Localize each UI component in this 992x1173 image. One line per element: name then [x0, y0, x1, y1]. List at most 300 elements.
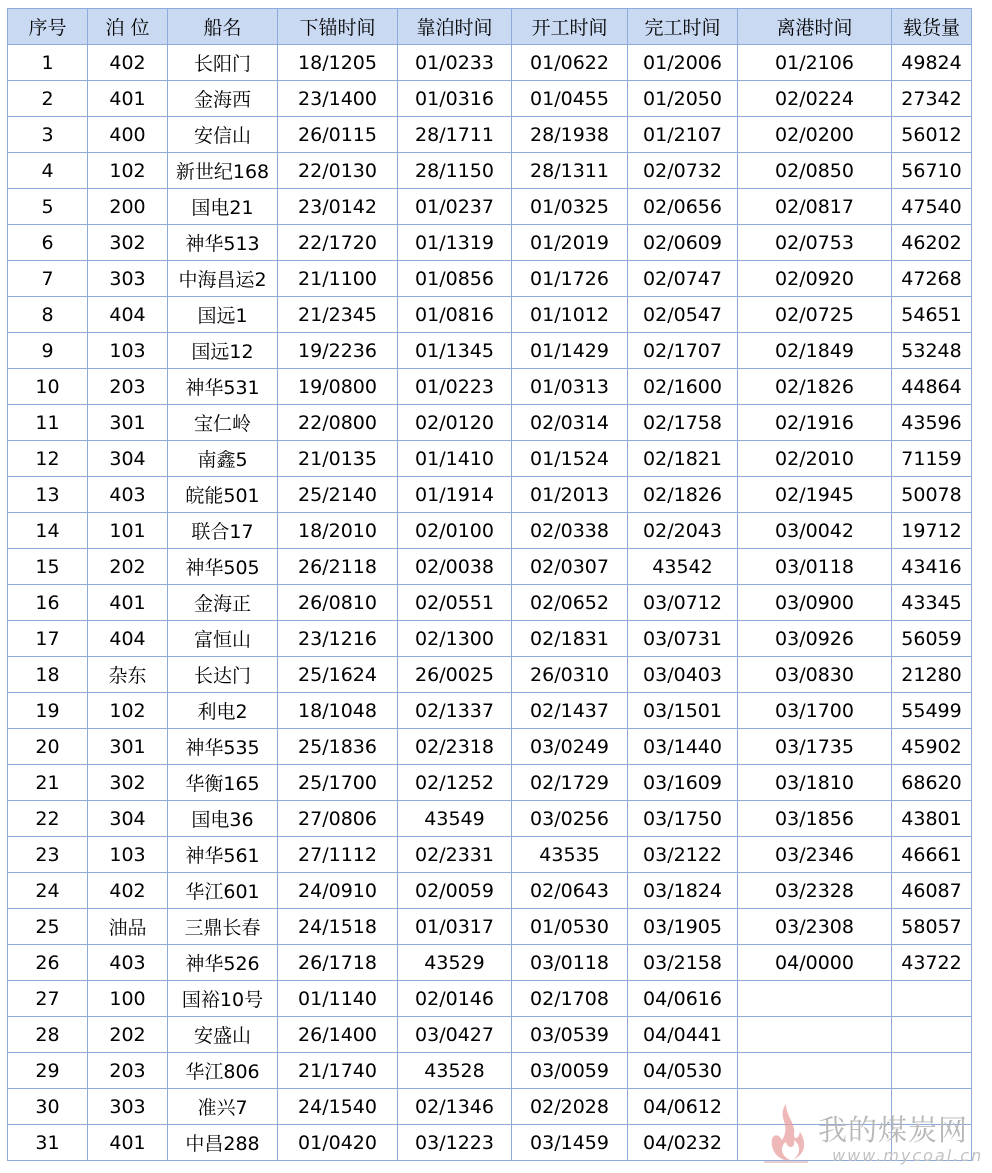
cell-berthing-time: 02/2331 — [398, 837, 512, 873]
cell-berth: 404 — [88, 297, 168, 333]
cell-start-time: 01/0622 — [512, 45, 628, 81]
header-finish-time: 完工时间 — [628, 9, 738, 45]
cell-ship-name: 安信山 — [168, 117, 278, 153]
cell-berth: 油品 — [88, 909, 168, 945]
cell-start-time: 01/0325 — [512, 189, 628, 225]
cell-berthing-time: 01/1410 — [398, 441, 512, 477]
header-anchor-time: 下锚时间 — [278, 9, 398, 45]
cell-ship-name: 准兴7 — [168, 1089, 278, 1125]
cell-finish-time: 04/0441 — [628, 1017, 738, 1053]
cell-seq: 29 — [8, 1053, 88, 1089]
cell-finish-time: 02/2043 — [628, 513, 738, 549]
cell-ship-name: 神华531 — [168, 369, 278, 405]
cell-cargo-volume: 43596 — [892, 405, 972, 441]
cell-departure-time: 02/2010 — [738, 441, 892, 477]
cell-seq: 27 — [8, 981, 88, 1017]
cell-finish-time: 02/0747 — [628, 261, 738, 297]
table-row — [8, 117, 972, 153]
cell-berthing-time: 01/0223 — [398, 369, 512, 405]
cell-seq: 5 — [8, 189, 88, 225]
cell-start-time: 02/1708 — [512, 981, 628, 1017]
cell-ship-name: 国远1 — [168, 297, 278, 333]
table-row — [8, 873, 972, 909]
cell-anchor-time: 21/1100 — [278, 261, 398, 297]
table-row — [8, 909, 972, 945]
cell-berth: 103 — [88, 837, 168, 873]
cell-berth: 403 — [88, 945, 168, 981]
cell-start-time: 02/1437 — [512, 693, 628, 729]
cell-finish-time: 01/2006 — [628, 45, 738, 81]
table-row — [8, 441, 972, 477]
cell-start-time: 01/1524 — [512, 441, 628, 477]
cell-seq: 4 — [8, 153, 88, 189]
cell-departure-time: 02/0753 — [738, 225, 892, 261]
cell-finish-time: 01/2050 — [628, 81, 738, 117]
cell-seq: 10 — [8, 369, 88, 405]
cell-finish-time: 03/2158 — [628, 945, 738, 981]
cell-berthing-time: 03/0427 — [398, 1017, 512, 1053]
cell-finish-time: 04/0232 — [628, 1125, 738, 1161]
cell-berth: 102 — [88, 693, 168, 729]
cell-berthing-time: 02/0551 — [398, 585, 512, 621]
cell-seq: 16 — [8, 585, 88, 621]
cell-seq: 25 — [8, 909, 88, 945]
cell-ship-name: 神华535 — [168, 729, 278, 765]
cell-anchor-time: 21/2345 — [278, 297, 398, 333]
cell-berthing-time: 02/1300 — [398, 621, 512, 657]
cell-finish-time: 03/0731 — [628, 621, 738, 657]
cell-ship-name: 皖能501 — [168, 477, 278, 513]
cell-start-time: 02/0307 — [512, 549, 628, 585]
flame-logo-icon — [756, 1100, 816, 1166]
cell-berthing-time: 01/0317 — [398, 909, 512, 945]
cell-ship-name: 联合17 — [168, 513, 278, 549]
cell-berthing-time: 02/0038 — [398, 549, 512, 585]
cell-berthing-time: 01/0233 — [398, 45, 512, 81]
cell-seq: 23 — [8, 837, 88, 873]
cell-cargo-volume — [892, 981, 972, 1017]
cell-cargo-volume: 21280 — [892, 657, 972, 693]
cell-cargo-volume: 45902 — [892, 729, 972, 765]
cell-berth: 403 — [88, 477, 168, 513]
cell-start-time: 01/0313 — [512, 369, 628, 405]
cell-ship-name: 神华526 — [168, 945, 278, 981]
cell-berth: 402 — [88, 873, 168, 909]
cell-berth: 404 — [88, 621, 168, 657]
cell-departure-time: 03/1735 — [738, 729, 892, 765]
cell-seq: 31 — [8, 1125, 88, 1161]
cell-berth: 301 — [88, 405, 168, 441]
cell-start-time: 02/1831 — [512, 621, 628, 657]
cell-ship-name: 长达门 — [168, 657, 278, 693]
cell-departure-time: 03/0118 — [738, 549, 892, 585]
cell-seq: 26 — [8, 945, 88, 981]
cell-seq: 8 — [8, 297, 88, 333]
table-row — [8, 333, 972, 369]
header-cargo-volume: 载货量 — [892, 9, 972, 45]
cell-ship-name: 富恒山 — [168, 621, 278, 657]
cell-start-time: 03/1459 — [512, 1125, 628, 1161]
cell-departure-time: 02/0850 — [738, 153, 892, 189]
cell-berth: 401 — [88, 81, 168, 117]
cell-berthing-time: 43549 — [398, 801, 512, 837]
cell-seq: 24 — [8, 873, 88, 909]
cell-cargo-volume: 58057 — [892, 909, 972, 945]
cell-ship-name: 中海昌运2 — [168, 261, 278, 297]
cell-seq: 14 — [8, 513, 88, 549]
cell-ship-name: 长阳门 — [168, 45, 278, 81]
table-body — [8, 45, 972, 1161]
cell-cargo-volume: 47540 — [892, 189, 972, 225]
cell-start-time: 03/0059 — [512, 1053, 628, 1089]
cell-seq: 12 — [8, 441, 88, 477]
cell-finish-time: 02/1821 — [628, 441, 738, 477]
table-row — [8, 189, 972, 225]
cell-berth: 400 — [88, 117, 168, 153]
cell-anchor-time: 24/1518 — [278, 909, 398, 945]
cell-finish-time: 03/1750 — [628, 801, 738, 837]
cell-anchor-time: 01/0420 — [278, 1125, 398, 1161]
cell-ship-name: 神华561 — [168, 837, 278, 873]
cell-anchor-time: 19/0800 — [278, 369, 398, 405]
table-row — [8, 585, 972, 621]
cell-start-time: 01/0455 — [512, 81, 628, 117]
cell-finish-time: 03/1501 — [628, 693, 738, 729]
cell-berthing-time: 03/1223 — [398, 1125, 512, 1161]
cell-berth: 103 — [88, 333, 168, 369]
cell-anchor-time: 19/2236 — [278, 333, 398, 369]
cell-berthing-time: 01/0856 — [398, 261, 512, 297]
cell-finish-time: 04/0530 — [628, 1053, 738, 1089]
cell-cargo-volume: 46661 — [892, 837, 972, 873]
cell-seq: 22 — [8, 801, 88, 837]
cell-cargo-volume — [892, 1053, 972, 1089]
cell-seq: 15 — [8, 549, 88, 585]
cell-cargo-volume: 47268 — [892, 261, 972, 297]
table-row — [8, 945, 972, 981]
cell-departure-time: 03/1700 — [738, 693, 892, 729]
cell-cargo-volume: 68620 — [892, 765, 972, 801]
cell-start-time: 03/0539 — [512, 1017, 628, 1053]
cell-start-time: 01/2013 — [512, 477, 628, 513]
cell-berth: 401 — [88, 1125, 168, 1161]
cell-anchor-time: 27/0806 — [278, 801, 398, 837]
cell-anchor-time: 23/1216 — [278, 621, 398, 657]
cell-departure-time: 01/2106 — [738, 45, 892, 81]
cell-finish-time: 02/0547 — [628, 297, 738, 333]
cell-anchor-time: 01/1140 — [278, 981, 398, 1017]
cell-departure-time: 02/0725 — [738, 297, 892, 333]
cell-anchor-time: 22/0130 — [278, 153, 398, 189]
cell-seq: 20 — [8, 729, 88, 765]
cell-start-time: 02/2028 — [512, 1089, 628, 1125]
cell-ship-name: 华江601 — [168, 873, 278, 909]
table-row — [8, 297, 972, 333]
cell-departure-time — [738, 981, 892, 1017]
cell-berthing-time: 01/0316 — [398, 81, 512, 117]
table-row — [8, 369, 972, 405]
cell-cargo-volume: 43722 — [892, 945, 972, 981]
cell-start-time: 01/1726 — [512, 261, 628, 297]
cell-anchor-time: 22/0800 — [278, 405, 398, 441]
cell-seq: 7 — [8, 261, 88, 297]
cell-finish-time: 04/0612 — [628, 1089, 738, 1125]
cell-berth: 304 — [88, 441, 168, 477]
cell-finish-time: 02/0732 — [628, 153, 738, 189]
cell-cargo-volume: 49824 — [892, 45, 972, 81]
cell-anchor-time: 25/1624 — [278, 657, 398, 693]
cell-cargo-volume: 46202 — [892, 225, 972, 261]
cell-finish-time: 02/0609 — [628, 225, 738, 261]
cell-berth: 401 — [88, 585, 168, 621]
cell-berthing-time: 01/1914 — [398, 477, 512, 513]
cell-berthing-time: 43529 — [398, 945, 512, 981]
cell-departure-time: 03/0926 — [738, 621, 892, 657]
cell-berth: 402 — [88, 45, 168, 81]
table-row — [8, 513, 972, 549]
cell-cargo-volume: 19712 — [892, 513, 972, 549]
cell-start-time: 02/0652 — [512, 585, 628, 621]
cell-berthing-time: 01/1319 — [398, 225, 512, 261]
header-berthing-time: 靠泊时间 — [398, 9, 512, 45]
cell-ship-name: 国裕10号 — [168, 981, 278, 1017]
cell-ship-name: 金海正 — [168, 585, 278, 621]
table-row — [8, 621, 972, 657]
cell-seq: 2 — [8, 81, 88, 117]
cell-departure-time: 03/2308 — [738, 909, 892, 945]
cell-start-time: 02/1729 — [512, 765, 628, 801]
cell-start-time: 03/0249 — [512, 729, 628, 765]
cell-start-time: 28/1938 — [512, 117, 628, 153]
cell-anchor-time: 18/1205 — [278, 45, 398, 81]
table-row — [8, 45, 972, 81]
header-start-time: 开工时间 — [512, 9, 628, 45]
table-row — [8, 657, 972, 693]
cell-departure-time: 03/2328 — [738, 873, 892, 909]
cell-ship-name: 国电21 — [168, 189, 278, 225]
cell-ship-name: 宝仁岭 — [168, 405, 278, 441]
cell-start-time: 28/1311 — [512, 153, 628, 189]
cell-departure-time: 03/1856 — [738, 801, 892, 837]
cell-finish-time: 03/2122 — [628, 837, 738, 873]
cell-departure-time — [738, 1053, 892, 1089]
cell-seq: 28 — [8, 1017, 88, 1053]
cell-seq: 17 — [8, 621, 88, 657]
cell-cargo-volume: 43416 — [892, 549, 972, 585]
cell-cargo-volume: 50078 — [892, 477, 972, 513]
cell-finish-time: 43542 — [628, 549, 738, 585]
cell-berthing-time: 02/1346 — [398, 1089, 512, 1125]
table-row — [8, 81, 972, 117]
cell-ship-name: 华江806 — [168, 1053, 278, 1089]
cell-anchor-time: 21/0135 — [278, 441, 398, 477]
cell-anchor-time: 26/0115 — [278, 117, 398, 153]
cell-ship-name: 中昌288 — [168, 1125, 278, 1161]
cell-anchor-time: 27/1112 — [278, 837, 398, 873]
cell-anchor-time: 18/2010 — [278, 513, 398, 549]
table-row — [8, 693, 972, 729]
cell-finish-time: 02/1826 — [628, 477, 738, 513]
cell-berth: 100 — [88, 981, 168, 1017]
cell-cargo-volume: 56012 — [892, 117, 972, 153]
cell-berthing-time: 01/0237 — [398, 189, 512, 225]
cell-anchor-time: 24/0910 — [278, 873, 398, 909]
cell-anchor-time: 23/1400 — [278, 81, 398, 117]
table-row — [8, 153, 972, 189]
table-row — [8, 405, 972, 441]
cell-cargo-volume: 27342 — [892, 81, 972, 117]
cell-anchor-time: 26/2118 — [278, 549, 398, 585]
cell-berthing-time: 28/1711 — [398, 117, 512, 153]
ship-schedule-table — [7, 8, 972, 1161]
cell-cargo-volume: 55499 — [892, 693, 972, 729]
cell-cargo-volume: 56059 — [892, 621, 972, 657]
cell-start-time: 03/0118 — [512, 945, 628, 981]
cell-ship-name: 国电36 — [168, 801, 278, 837]
cell-seq: 3 — [8, 117, 88, 153]
table-row — [8, 729, 972, 765]
cell-berth: 101 — [88, 513, 168, 549]
cell-departure-time: 03/0042 — [738, 513, 892, 549]
cell-anchor-time: 18/1048 — [278, 693, 398, 729]
header-row — [8, 9, 972, 45]
header-ship-name: 船名 — [168, 9, 278, 45]
cell-berthing-time: 26/0025 — [398, 657, 512, 693]
cell-cargo-volume: 43345 — [892, 585, 972, 621]
cell-finish-time: 01/2107 — [628, 117, 738, 153]
cell-finish-time: 03/1609 — [628, 765, 738, 801]
cell-ship-name: 神华505 — [168, 549, 278, 585]
cell-departure-time: 03/2346 — [738, 837, 892, 873]
cell-finish-time: 02/1758 — [628, 405, 738, 441]
table-row — [8, 1017, 972, 1053]
cell-berth: 302 — [88, 765, 168, 801]
header-berth: 泊 位 — [88, 9, 168, 45]
cell-finish-time: 03/1824 — [628, 873, 738, 909]
header-departure-time: 离港时间 — [738, 9, 892, 45]
cell-departure-time: 02/1849 — [738, 333, 892, 369]
cell-berth: 203 — [88, 369, 168, 405]
cell-seq: 6 — [8, 225, 88, 261]
cell-finish-time: 03/0403 — [628, 657, 738, 693]
cell-ship-name: 神华513 — [168, 225, 278, 261]
cell-departure-time: 02/0200 — [738, 117, 892, 153]
cell-start-time: 01/0530 — [512, 909, 628, 945]
cell-cargo-volume: 71159 — [892, 441, 972, 477]
cell-anchor-time: 26/0810 — [278, 585, 398, 621]
cell-berth: 202 — [88, 1017, 168, 1053]
cell-start-time: 01/1012 — [512, 297, 628, 333]
cell-berth: 杂东 — [88, 657, 168, 693]
cell-berthing-time: 02/1252 — [398, 765, 512, 801]
cell-ship-name: 安盛山 — [168, 1017, 278, 1053]
cell-departure-time: 02/1945 — [738, 477, 892, 513]
cell-start-time: 02/0643 — [512, 873, 628, 909]
cell-ship-name: 金海西 — [168, 81, 278, 117]
cell-cargo-volume: 43801 — [892, 801, 972, 837]
cell-berthing-time: 02/1337 — [398, 693, 512, 729]
cell-start-time: 01/2019 — [512, 225, 628, 261]
watermark — [756, 1100, 986, 1170]
cell-cargo-volume: 56710 — [892, 153, 972, 189]
cell-start-time: 02/0314 — [512, 405, 628, 441]
cell-anchor-time: 25/1836 — [278, 729, 398, 765]
table-row — [8, 801, 972, 837]
cell-anchor-time: 24/1540 — [278, 1089, 398, 1125]
cell-berth: 200 — [88, 189, 168, 225]
cell-departure-time: 02/1916 — [738, 405, 892, 441]
cell-finish-time: 02/1707 — [628, 333, 738, 369]
table-row — [8, 261, 972, 297]
cell-departure-time — [738, 1017, 892, 1053]
cell-finish-time: 04/0616 — [628, 981, 738, 1017]
cell-berthing-time: 02/0059 — [398, 873, 512, 909]
cell-berth: 302 — [88, 225, 168, 261]
cell-anchor-time: 22/1720 — [278, 225, 398, 261]
cell-departure-time: 02/1826 — [738, 369, 892, 405]
cell-finish-time: 02/0656 — [628, 189, 738, 225]
cell-anchor-time: 21/1740 — [278, 1053, 398, 1089]
cell-anchor-time: 26/1718 — [278, 945, 398, 981]
cell-berthing-time: 43528 — [398, 1053, 512, 1089]
cell-anchor-time: 26/1400 — [278, 1017, 398, 1053]
cell-ship-name: 新世纪168 — [168, 153, 278, 189]
cell-seq: 11 — [8, 405, 88, 441]
cell-finish-time: 03/1905 — [628, 909, 738, 945]
cell-berth: 102 — [88, 153, 168, 189]
cell-ship-name: 三鼎长春 — [168, 909, 278, 945]
cell-start-time: 01/1429 — [512, 333, 628, 369]
cell-berth: 303 — [88, 261, 168, 297]
cell-ship-name: 华衡165 — [168, 765, 278, 801]
table-row — [8, 477, 972, 513]
cell-seq: 18 — [8, 657, 88, 693]
cell-start-time: 26/0310 — [512, 657, 628, 693]
cell-berthing-time: 02/0100 — [398, 513, 512, 549]
cell-finish-time: 03/1440 — [628, 729, 738, 765]
cell-berthing-time: 02/0146 — [398, 981, 512, 1017]
table-row — [8, 837, 972, 873]
cell-berth: 202 — [88, 549, 168, 585]
cell-berthing-time: 02/2318 — [398, 729, 512, 765]
cell-anchor-time: 25/1700 — [278, 765, 398, 801]
cell-berth: 304 — [88, 801, 168, 837]
header-seq: 序号 — [8, 9, 88, 45]
cell-cargo-volume: 46087 — [892, 873, 972, 909]
cell-berth: 203 — [88, 1053, 168, 1089]
cell-ship-name: 利电2 — [168, 693, 278, 729]
table-row — [8, 1053, 972, 1089]
cell-ship-name: 南鑫5 — [168, 441, 278, 477]
cell-berth: 301 — [88, 729, 168, 765]
cell-seq: 21 — [8, 765, 88, 801]
cell-berthing-time: 01/1345 — [398, 333, 512, 369]
cell-berthing-time: 01/0816 — [398, 297, 512, 333]
cell-departure-time: 03/1810 — [738, 765, 892, 801]
watermark-name: 我的煤炭网 — [818, 1113, 969, 1147]
cell-berthing-time: 28/1150 — [398, 153, 512, 189]
cell-departure-time: 02/0817 — [738, 189, 892, 225]
cell-start-time: 43535 — [512, 837, 628, 873]
cell-cargo-volume: 44864 — [892, 369, 972, 405]
table-row — [8, 549, 972, 585]
cell-finish-time: 02/1600 — [628, 369, 738, 405]
cell-departure-time: 02/0920 — [738, 261, 892, 297]
cell-anchor-time: 23/0142 — [278, 189, 398, 225]
table-row — [8, 765, 972, 801]
cell-departure-time: 03/0900 — [738, 585, 892, 621]
cell-ship-name: 国远12 — [168, 333, 278, 369]
